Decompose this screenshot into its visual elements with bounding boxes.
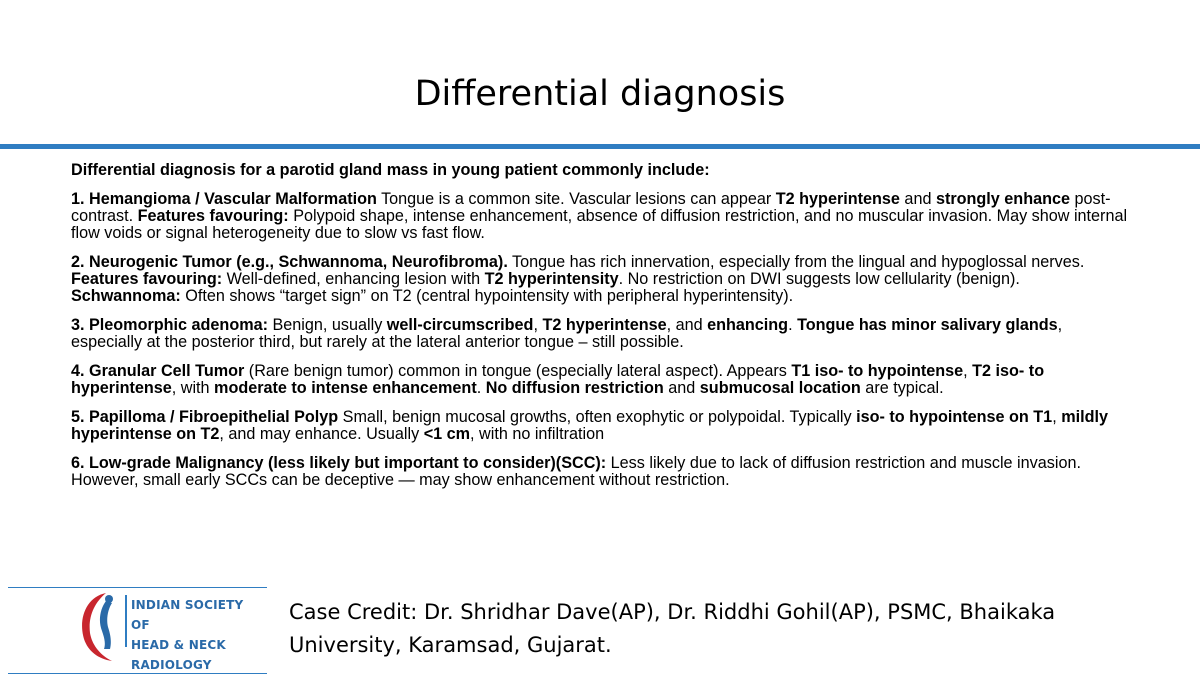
slide-title: Differential diagnosis: [414, 74, 786, 114]
item-text: , especially at the posterior third, but rarely at the lateral anterior tongue – still possible.: [71, 316, 1063, 351]
item-bold-text: 1. Hemangioma / Vascular Malformation: [71, 190, 377, 208]
item-bold-text: 5. Papilloma / Fibroepithelial Polyp: [71, 408, 339, 426]
item-bold-text: 2. Neurogenic Tumor (e.g., Schwannoma, Neurofibroma).: [71, 253, 508, 271]
item-text: ,: [533, 316, 543, 334]
differential-item: [71, 254, 1131, 305]
head-neck-logo-icon: [76, 587, 122, 663]
item-bold-text: T2 hyperintensity: [484, 270, 619, 288]
item-bold-text: 6. Low-grade Malignancy (less likely but important to consider)(SCC):: [71, 454, 607, 472]
differential-item: [71, 455, 1131, 489]
logo-text: [131, 595, 256, 675]
items-container: [71, 191, 1131, 489]
item-bold-text: 4. Granular Cell Tumor: [71, 362, 245, 380]
item-bold-text: Features favouring:: [137, 207, 289, 225]
item-text: and: [899, 190, 936, 208]
item-text: , and may enhance. Usually: [219, 425, 424, 443]
item-text: .: [788, 316, 798, 334]
item-bold-text: T2 hyperintense: [775, 190, 900, 208]
differential-item: [71, 363, 1131, 397]
item-bold-text: strongly enhance: [935, 190, 1070, 208]
differential-item: [71, 191, 1131, 242]
item-bold-text: well-circumscribed: [386, 316, 534, 334]
item-bold-text: 3. Pleomorphic adenoma:: [71, 316, 268, 334]
item-bold-text: Tongue has minor salivary glands: [797, 316, 1058, 334]
case-credit: Case Credit: Dr. Shridhar Dave(AP), Dr. Riddhi Gohil(AP), PSMC, Bhaikaka University, Karamsad, Gujarat.: [289, 600, 1056, 657]
item-bold-text: enhancing: [707, 316, 789, 334]
differential-list: [71, 162, 1131, 501]
item-bold-text: mildly hyperintense on T2: [71, 408, 1108, 443]
item-bold-text: Schwannoma:: [71, 287, 181, 305]
item-bold-text: T2 iso- to hyperintense: [71, 362, 1045, 397]
item-bold-text: submucosal location: [699, 379, 861, 397]
item-text: Tongue has rich innervation, especially from the lingual and hypoglossal nerves.: [507, 253, 1085, 271]
item-bold-text: No diffusion restriction: [485, 379, 664, 397]
item-text: ,: [963, 362, 973, 380]
item-text: and: [663, 379, 700, 397]
item-text: Benign, usually: [268, 316, 387, 334]
item-text: , and: [666, 316, 708, 334]
item-text: Polypoid shape, intense enhancement, absence of diffusion restriction, and no muscular invasion. May show internal flow voids or signal heterogeneity due to slow vs fast flow.: [71, 207, 1128, 242]
item-text: post-contrast.: [71, 190, 1111, 225]
differential-item: [71, 317, 1131, 351]
logo-divider: [125, 595, 127, 647]
logo-line: HEAD & NECK: [131, 638, 226, 652]
title-divider: [0, 144, 1200, 149]
item-text: , with no infiltration: [470, 425, 605, 443]
logo-line: INDIAN SOCIETY OF: [131, 598, 244, 632]
item-text: ,: [1052, 408, 1062, 426]
society-logo: [76, 587, 256, 672]
item-bold-text: moderate to intense enhancement: [214, 379, 477, 397]
item-text: Well-defined, enhancing lesion with: [222, 270, 485, 288]
item-text: Small, benign mucosal growths, often exophytic or polypoidal. Typically: [338, 408, 857, 426]
item-text: . No restriction on DWI suggests low cellularity (benign).: [618, 270, 1020, 288]
item-text: Often shows “target sign” on T2 (central hypointensity with peripheral hyperintensity).: [180, 287, 794, 305]
item-bold-text: T2 hyperintense: [542, 316, 667, 334]
intro-text: Differential diagnosis for a parotid gland mass in young patient commonly include:: [71, 161, 710, 179]
item-bold-text: iso- to hypointense on T1: [856, 408, 1053, 426]
item-text: .: [476, 379, 486, 397]
differential-item: [71, 409, 1131, 443]
item-text: are typical.: [860, 379, 944, 397]
item-text: (Rare benign tumor) common in tongue (especially lateral aspect). Appears: [244, 362, 792, 380]
item-bold-text: T1 iso- to hypointense: [791, 362, 964, 380]
item-text: , with: [171, 379, 215, 397]
item-text: Tongue is a common site. Vascular lesions can appear: [376, 190, 776, 208]
item-bold-text: Features favouring:: [71, 270, 223, 288]
logo-line: RADIOLOGY: [131, 658, 212, 672]
item-bold-text: <1 cm: [423, 425, 471, 443]
item-text: Less likely due to lack of diffusion restriction and muscle invasion. However, small early SCCs can be deceptive — may show enhancement without restriction.: [71, 454, 1081, 489]
